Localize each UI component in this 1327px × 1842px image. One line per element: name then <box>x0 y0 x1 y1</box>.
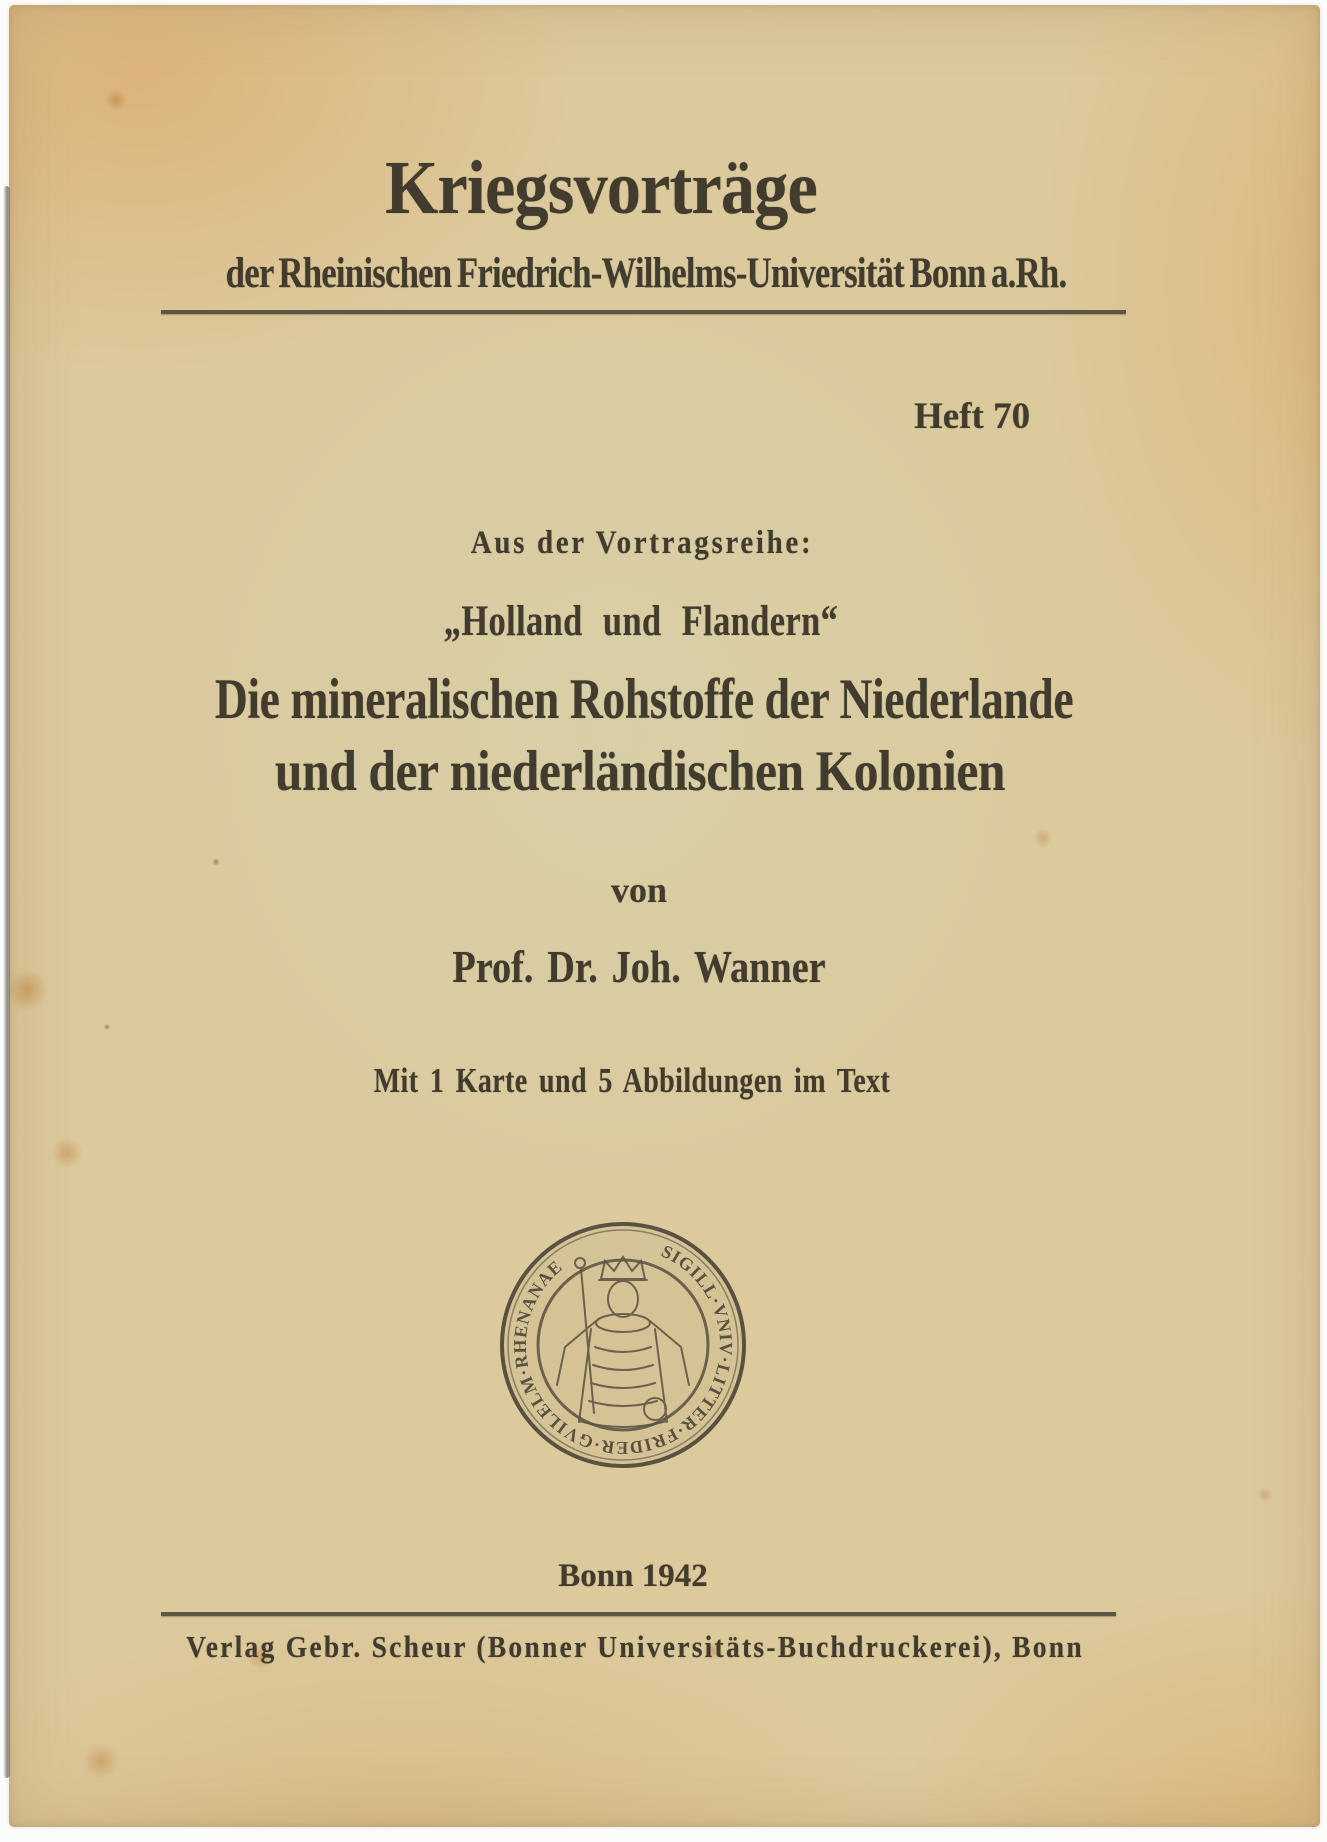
imprint-place-year: Bonn 1942 <box>558 1558 708 1594</box>
illustrations-note: Mit 1 Karte und 5 Abbildungen im Text <box>373 1061 891 1100</box>
main-title-line2: und der niederländischen Kolonien <box>274 740 1006 803</box>
university-seal <box>495 1217 751 1473</box>
lecture-series-name: „Holland und Flandern“ <box>443 598 839 645</box>
main-title-line1: Die mineralischen Rohstoffe der Niederlande <box>214 668 1074 731</box>
booklet-cover-page <box>9 5 1320 1827</box>
issue-number: Heft 70 <box>914 396 1031 437</box>
byline: von <box>610 870 668 910</box>
series-subtitle: der Rheinischen Friedrich-Wilhelms-Universität Bonn a.Rh. <box>225 250 1067 297</box>
author-name: Prof. Dr. Joh. Wanner <box>452 942 826 992</box>
page-edge-shadow <box>3 186 10 1778</box>
lecture-series-intro: Aus der Vortragsreihe: <box>470 525 814 561</box>
seal-inscription: SIGILL·VNIV·LITTER·FRIDER·GVILELM·RHENANAE <box>509 1240 737 1459</box>
publisher-line: Verlag Gebr. Scheur (Bonner Universitäts-Buchdruckerei), Bonn <box>186 1629 1084 1664</box>
series-title: Kriegsvorträge <box>385 146 817 230</box>
header-rule <box>161 310 1126 314</box>
imprint-rule <box>161 1612 1116 1616</box>
